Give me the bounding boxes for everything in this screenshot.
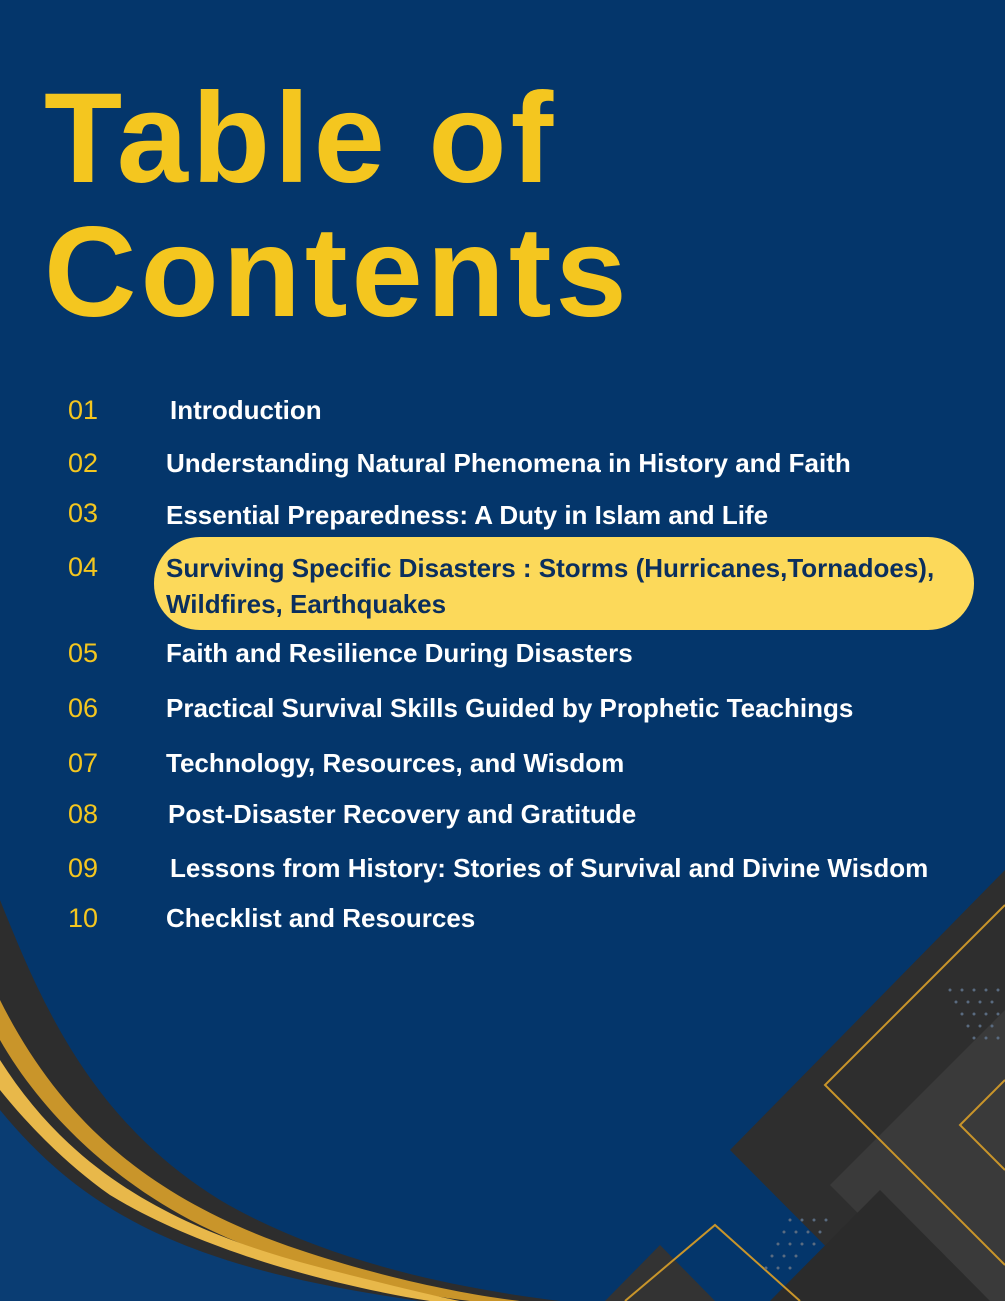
toc-number: 05: [68, 638, 99, 668]
page-title: [44, 67, 631, 344]
toc-label: Post-Disaster Recovery and Gratitude: [168, 799, 637, 829]
toc-label-highlighted: Surviving Specific Disasters : Storms (Hurricanes,Tornadoes), Wildfires, Earthquakes: [166, 553, 935, 619]
toc-label: Faith and Resilience During Disasters: [166, 638, 633, 668]
toc-number: 03: [68, 498, 99, 528]
toc-label: Checklist and Resources: [166, 903, 476, 933]
title-line-2: Contents: [44, 201, 631, 344]
toc-number: 07: [68, 748, 99, 778]
toc-label: Introduction: [170, 395, 322, 425]
toc-number: 10: [68, 903, 99, 933]
toc-label: Essential Preparedness: A Duty in Islam and Life: [166, 500, 769, 530]
toc-label: Technology, Resources, and Wisdom: [166, 748, 625, 778]
toc-label: Lessons from History: Stories of Survival and Divine Wisdom: [170, 853, 929, 883]
toc-number: 02: [68, 448, 99, 478]
toc-number: 01: [68, 395, 99, 425]
toc-label: Understanding Natural Phenomena in History and Faith: [166, 448, 851, 478]
toc-number: 08: [68, 799, 99, 829]
toc-number: 04: [68, 552, 99, 582]
toc-number: 09: [68, 853, 99, 883]
toc-label: Practical Survival Skills Guided by Prophetic Teachings: [166, 693, 854, 723]
toc-number: 06: [68, 693, 99, 723]
title-line-1: Table of: [44, 67, 558, 210]
bottom-small-diamond: [605, 1245, 715, 1301]
